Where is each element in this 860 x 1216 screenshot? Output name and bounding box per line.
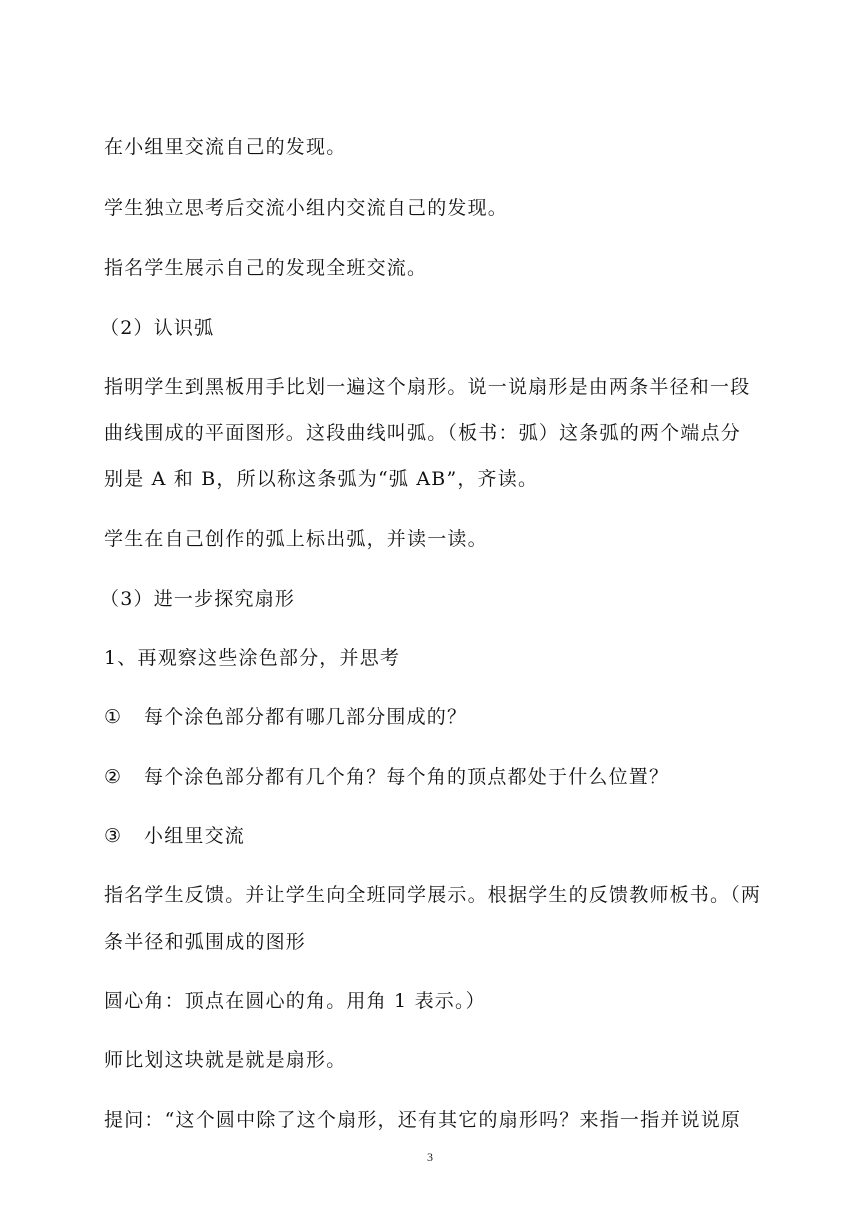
list-item-2 (104, 764, 669, 790)
circled-number-3: ③ (104, 825, 123, 847)
list-item-3 (104, 823, 245, 849)
list-item-1-text: 每个涂色部分都有哪几部分围成的？ (144, 706, 468, 728)
paragraph-5: 学生在自己创作的弧上标出弧，并读一读。 (104, 528, 488, 550)
paragraph-10: 提问：“这个圆中除了这个扇形，还有其它的扇形吗？来指一指并说说原 (104, 1109, 742, 1131)
paragraph-8: 圆心角：顶点在圆心的角。用角 1 表示。） (104, 990, 486, 1012)
circled-number-1: ① (104, 706, 123, 728)
list-item-3-text: 小组里交流 (144, 825, 246, 847)
paragraph-7-line-1: 指名学生反馈。并让学生向全班同学展示。根据学生的反馈教师板书。（两 (104, 884, 762, 906)
paragraph-7-line-2: 条半径和弧围成的图形 (104, 931, 307, 953)
list-item-1 (104, 704, 467, 730)
section-heading-2: （2）认识弧 (100, 317, 215, 339)
paragraph-1: 在小组里交流自己的发现。 (104, 136, 347, 158)
paragraph-4-line-2: 曲线围成的平面图形。这段曲线叫弧。（板书：弧）这条弧的两个端点分 (104, 422, 741, 444)
paragraph-6: 1、再观察这些涂色部分，并思考 (104, 647, 401, 669)
page-number: 3 (427, 1150, 433, 1164)
circled-number-2: ② (104, 766, 123, 788)
paragraph-9: 师比划这块就是就是扇形。 (104, 1049, 347, 1071)
paragraph-4-line-3: 别是 A 和 B，所以称这条弧为“弧 AB”，齐读。 (104, 468, 539, 490)
paragraph-3: 指名学生展示自己的发现全班交流。 (104, 257, 428, 279)
paragraph-2: 学生独立思考后交流小组内交流自己的发现。 (104, 197, 509, 219)
section-heading-3: （3）进一步探究扇形 (100, 588, 296, 610)
paragraph-4-line-1: 指明学生到黑板用手比划一遍这个扇形。说一说扇形是由两条半径和一段 (104, 376, 751, 398)
list-item-2-text: 每个涂色部分都有几个角？每个角的顶点都处于什么位置？ (144, 766, 670, 788)
